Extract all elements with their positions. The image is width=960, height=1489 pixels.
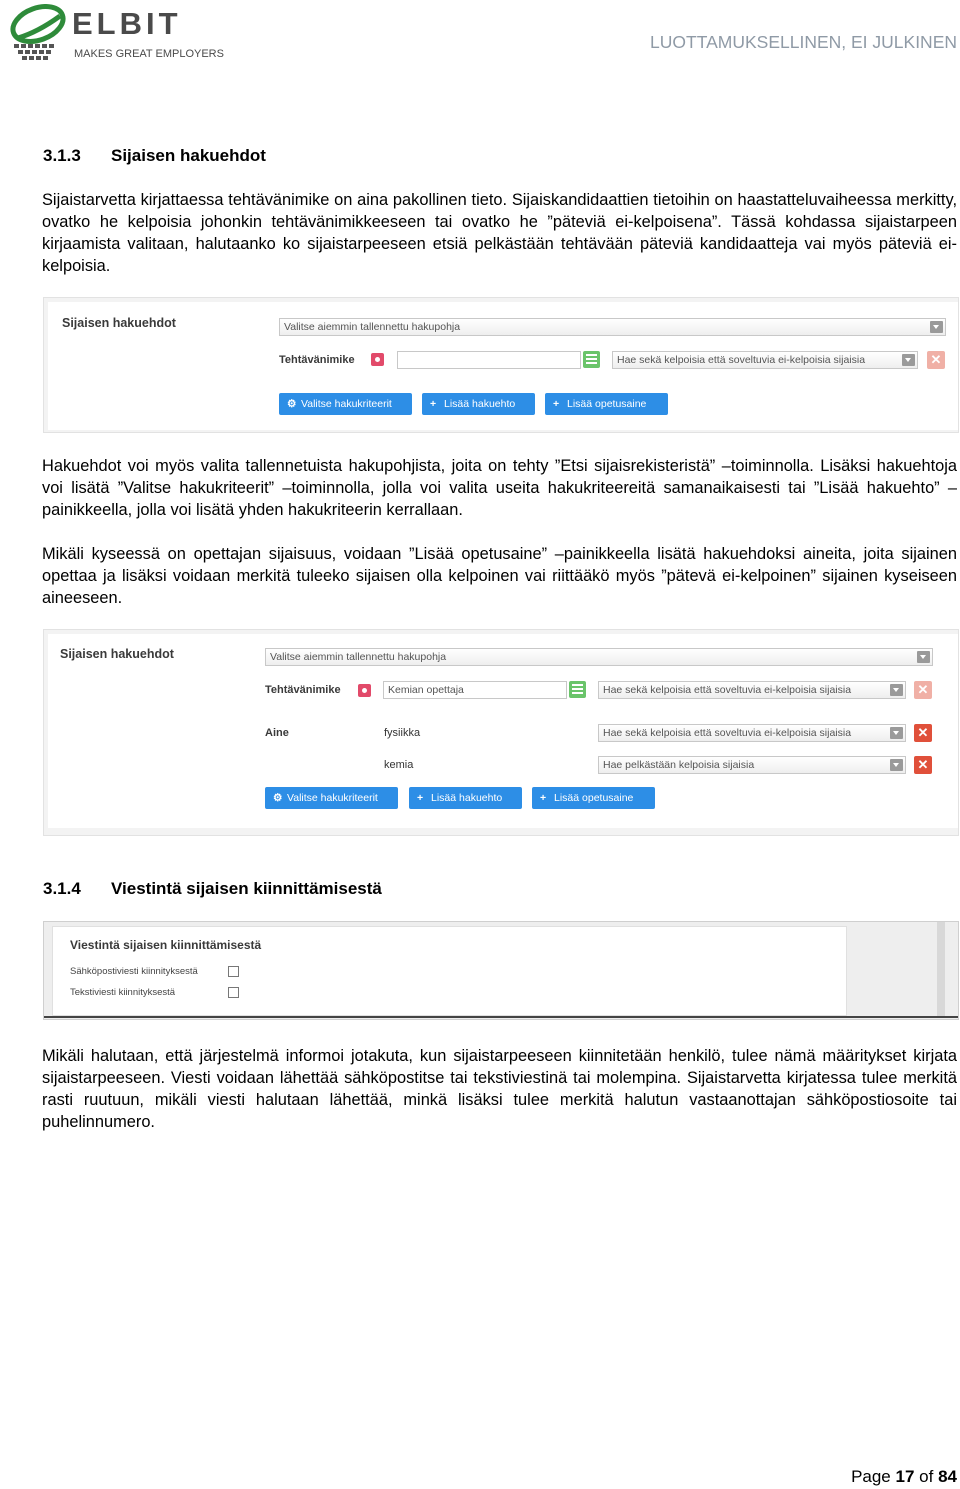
template-select[interactable]: Valitse aiemmin tallennettu hakupohja	[265, 648, 933, 666]
subject-qualification-select[interactable]: Hae pelkästään kelpoisia sijaisia	[598, 756, 906, 774]
section-heading-3-1-3	[43, 146, 266, 166]
required-icon	[358, 684, 371, 697]
plus-icon: +	[540, 792, 547, 804]
remove-subject-button[interactable]: ✕	[914, 724, 932, 742]
add-subject-button[interactable]: + Lisää opetusaine	[545, 393, 668, 415]
remove-criterion-button[interactable]: ✕	[927, 351, 945, 369]
logo-tagline: MAKES GREAT EMPLOYERS	[74, 48, 224, 60]
email-checkbox[interactable]	[228, 966, 239, 977]
section-title: Sijaisen hakuehdot	[111, 146, 266, 165]
screenshot-teacher-criteria	[43, 629, 959, 836]
required-icon	[371, 353, 384, 366]
logo-wordmark: ELBIT	[72, 6, 182, 41]
paragraph: Sijaistarvetta kirjattaessa tehtävänimike on aina pakollinen tieto. Sijaiskandidaattien tietoihin on haastatteluvaiheessa merkitty, ovatko he kelpoisia johonkin tehtävänimikkeeseen tai ovatko he ”päteviä ei-kelpoisena”. Tässä kohdassa sijaistarpeen kirjaamista valitaan, halutaanko ko sijaistarpeeseen etsiä pelkästään tehtävään päteviä kandidaatteja vai myös päteviä ei-kelpoisia.	[42, 191, 957, 275]
subject-name: fysiikka	[384, 727, 421, 739]
list-picker-icon[interactable]	[569, 681, 586, 698]
current-page: 17	[895, 1467, 915, 1486]
add-criterion-button[interactable]: + Lisää hakuehto	[422, 393, 535, 415]
remove-criterion-button[interactable]: ✕	[914, 681, 932, 699]
screenshot-notification	[43, 921, 959, 1020]
choose-criteria-button[interactable]: ⚙ Valitse hakukriteerit	[279, 393, 412, 415]
elbit-logo	[4, 4, 224, 64]
chevron-down-icon	[890, 727, 903, 739]
page-number: Page 17 of 84	[851, 1467, 957, 1486]
gear-icon: ⚙	[287, 398, 297, 410]
divider	[44, 1016, 958, 1018]
plus-icon: +	[553, 398, 560, 410]
chevron-down-icon	[890, 684, 903, 696]
panel-title: Sijaisen hakuehdot	[60, 647, 174, 661]
template-select[interactable]: Valitse aiemmin tallennettu hakupohja	[279, 318, 946, 336]
remove-subject-button[interactable]: ✕	[914, 756, 932, 774]
gear-icon: ⚙	[273, 792, 283, 804]
section-number: 3.1.4	[43, 879, 81, 898]
total-pages: 84	[938, 1467, 957, 1486]
panel-title: Sijaisen hakuehdot	[62, 316, 176, 330]
list-picker-icon[interactable]	[583, 351, 600, 368]
subject-label: Aine	[265, 727, 289, 739]
section-heading-3-1-4	[43, 879, 382, 899]
scrollbar[interactable]	[937, 922, 945, 1018]
chevron-down-icon	[917, 651, 930, 663]
add-criterion-button[interactable]: + Lisää hakuehto	[409, 787, 522, 809]
plus-icon: +	[417, 792, 424, 804]
qualification-select[interactable]: Hae sekä kelpoisia että soveltuvia ei-kelpoisia sijaisia	[598, 681, 906, 699]
screenshot-search-criteria	[43, 297, 959, 433]
classification-label: LUOTTAMUKSELLINEN, EI JULKINEN	[650, 32, 957, 52]
chevron-down-icon	[930, 321, 943, 333]
logo-mark-icon	[4, 4, 68, 62]
qualification-select[interactable]: Hae sekä kelpoisia että soveltuvia ei-kelpoisia sijaisia	[612, 351, 918, 369]
section-number: 3.1.3	[43, 146, 81, 165]
paragraph: Mikäli halutaan, että järjestelmä informoi jotakuta, kun sijaistarpeeseen kiinnitetään henkilö, tulee nämä määritykset kirjata sijaistarpeeseen. Viesti voidaan lähettää sähköpostitse tai tekstiviestinä tai molempina. Sijaistarvetta kirjatessa tulee merkitä rasti ruutuun, mikäli viesti halutaan lähettää, minkä lisäksi tulee merkitä halutun vastaanottajan sähköpostiosoite tai puhelinnumero.	[42, 1047, 957, 1131]
subject-qualification-select[interactable]: Hae sekä kelpoisia että soveltuvia ei-kelpoisia sijaisia	[598, 724, 906, 742]
sms-option-label: Tekstiviesti kiinnityksestä	[70, 987, 176, 998]
job-title-input[interactable]	[397, 351, 581, 369]
panel-title: Viestintä sijaisen kiinnittämisestä	[70, 938, 262, 952]
choose-criteria-button[interactable]: ⚙ Valitse hakukriteerit	[265, 787, 398, 809]
section-title: Viestintä sijaisen kiinnittämisestä	[111, 879, 382, 898]
job-title-label: Tehtävänimike	[265, 684, 341, 696]
subject-name: kemia	[384, 759, 414, 771]
job-title-input[interactable]: Kemian opettaja	[383, 681, 567, 699]
paragraph: Mikäli kyseessä on opettajan sijaisuus, voidaan ”Lisää opetusaine” –painikkeella lisätä hakuehdoksi aineita, joita sijainen opettaa ja lisäksi voidaan merkitä tuleeko sijaisen olla kelpoinen vai riittääkö myös ”pätevä ei-kelpoinen” sijainen kyseiseen aineeseen.	[42, 545, 957, 607]
chevron-down-icon	[902, 354, 915, 366]
add-subject-button[interactable]: + Lisää opetusaine	[532, 787, 655, 809]
job-title-label: Tehtävänimike	[279, 354, 355, 366]
plus-icon: +	[430, 398, 437, 410]
sms-checkbox[interactable]	[228, 987, 239, 998]
email-option-label: Sähköpostiviesti kiinnityksestä	[70, 966, 198, 977]
chevron-down-icon	[890, 759, 903, 771]
paragraph: Hakuehdot voi myös valita tallennetuista hakupohjista, joita on tehty ”Etsi sijaisrekisteristä” –toiminnolla. Lisäksi hakuehtoja voi lisätä ”Valitse hakukriteerit” –toiminnolla, jolla voi valita useita hakukriteereitä samanaikaisesti tai ”Lisää hakuehto” –painikkeella, jolla voi lisätä yhden hakukriteerin kerrallaan.	[42, 457, 957, 519]
